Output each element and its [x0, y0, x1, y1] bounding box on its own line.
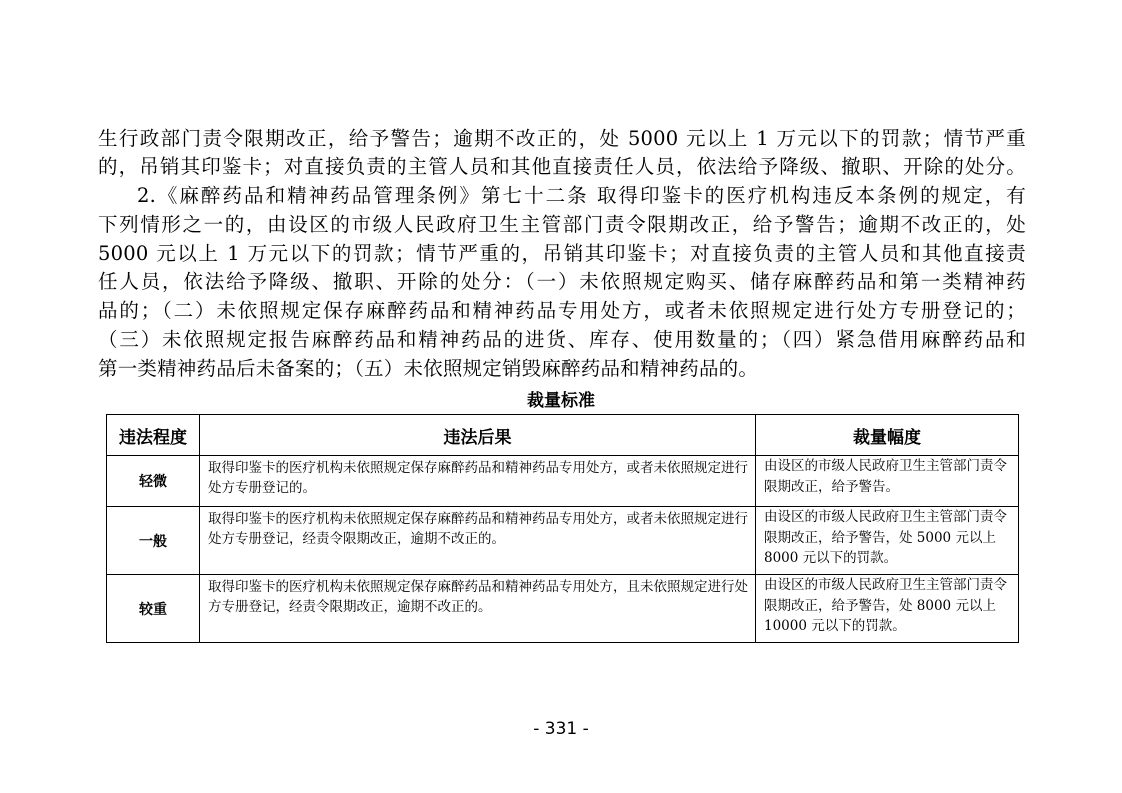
text-line: 5000 元以上 1 万元以下的罚款；情节严重的，吊销其印鉴卡；对直接负责的主管人员和其他直接责 — [98, 242, 1026, 265]
header-discretion-range: 裁量幅度 — [756, 415, 1019, 456]
text-line: 生行政部门责令限期改正，给予警告；逾期不改正的，处 5000 元以上 1 万元以下的罚款；情节严重 — [98, 127, 1026, 150]
text-line: 品的；（二）未依照规定保存麻醉药品和精神药品专用处方，或者未依照规定进行处方专册登记的； — [98, 299, 1026, 322]
text-line: 2.《麻醉药品和精神药品管理条例》第七十二条 取得印鉴卡的医疗机构违反本条例的规定，有 — [137, 184, 1026, 207]
text-line: 任人员，依法给予降级、撤职、开除的处分：（一）未依照规定购买、储存麻醉药品和第一类精神药 — [98, 270, 1026, 293]
text-line: 下列情形之一的，由设区的市级人民政府卫生主管部门责令限期改正，给予警告；逾期不改正的，处 — [98, 213, 1026, 236]
violation-consequence-cell: 取得印鉴卡的医疗机构未依照规定保存麻醉药品和精神药品专用处方，且未依照规定进行处方专册登记，经责令限期改正，逾期不改正的。 — [200, 575, 756, 643]
table-title: 裁量标准 — [527, 391, 595, 411]
discretion-range-cell: 由设区的市级人民政府卫生主管部门责令限期改正，给予警告。 — [756, 456, 1019, 507]
text-line: 的，吊销其印鉴卡；对直接负责的主管人员和其他直接责任人员，依法给予降级、撤职、开除的处分。 — [98, 155, 1026, 178]
violation-degree-cell: 较重 — [107, 575, 200, 643]
text-line: 第一类精神药品后未备案的；（五）未依照规定销毁麻醉药品和精神药品的。 — [98, 357, 759, 380]
header-violation-consequence: 违法后果 — [200, 415, 756, 456]
text-line: （三）未依照规定报告麻醉药品和精神药品的进货、库存、使用数量的；（四）紧急借用麻醉药品和 — [98, 328, 1026, 351]
table-row — [107, 456, 1019, 507]
violation-consequence-cell: 取得印鉴卡的医疗机构未依照规定保存麻醉药品和精神药品专用处方，或者未依照规定进行处方专册登记，经责令限期改正，逾期不改正的。 — [200, 507, 756, 575]
table-row — [107, 575, 1019, 643]
violation-degree-cell: 轻微 — [107, 456, 200, 507]
violation-consequence-cell: 取得印鉴卡的医疗机构未依照规定保存麻醉药品和精神药品专用处方，或者未依照规定进行处方专册登记的。 — [200, 456, 756, 507]
header-violation-degree: 违法程度 — [107, 415, 200, 456]
violation-degree-cell: 一般 — [107, 507, 200, 575]
discretion-range-cell: 由设区的市级人民政府卫生主管部门责令限期改正，给予警告，处 5000 元以上 8000 元以下的罚款。 — [756, 507, 1019, 575]
discretion-standard-table — [106, 414, 1019, 643]
table-row — [107, 507, 1019, 575]
page-number: - 331 - — [533, 719, 589, 739]
discretion-range-cell: 由设区的市级人民政府卫生主管部门责令限期改正，给予警告，处 8000 元以上 10000 元以下的罚款。 — [756, 575, 1019, 643]
table-header-row — [107, 415, 1019, 456]
